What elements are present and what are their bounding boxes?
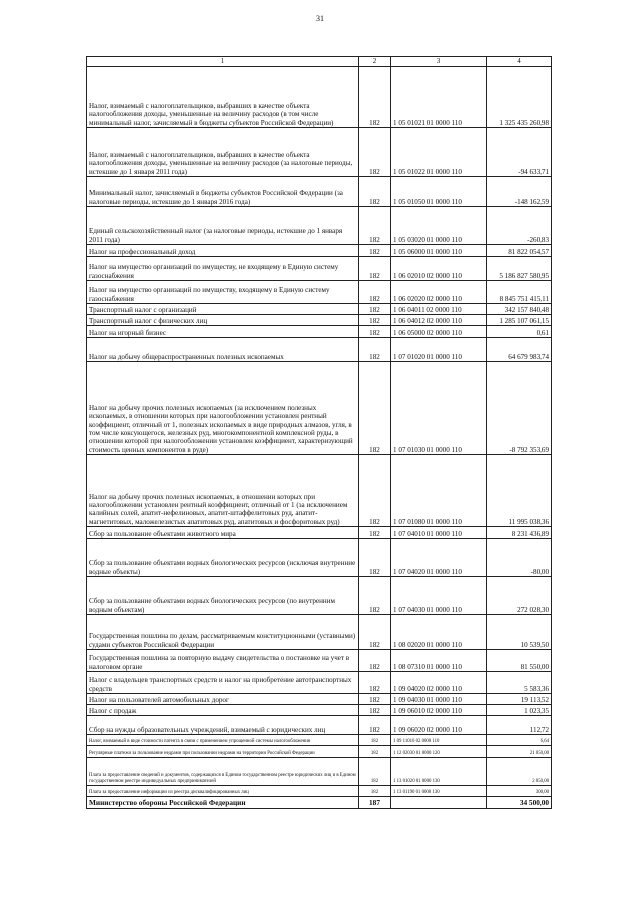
row-name: Транспортный налог с организаций: [87, 304, 359, 315]
row-amount: 300,00: [487, 786, 552, 797]
table-row: [87, 577, 552, 615]
row-amount: 1 023,35: [487, 705, 552, 716]
header-cell: 4: [487, 57, 552, 67]
row-name: Сбор на нужды образовательных учреждений, взимаемый с юридических лиц: [87, 716, 359, 735]
row-name: Налог на добычу прочих полезных ископаемых (за исключением полезных ископаемых, в отношении которых при налогообложении установлен рентный коэффициент, отличный от 1, полезных ископаемых в виде природных алмазов, угля, в том числе коксующегося, железных руд, многокомпонентной комплексной руды, в отношении которой при налогообложении установлен коэффициент, характеризующий стоимость ценных компонентов в руде): [87, 362, 359, 455]
row-amount: 112,72: [487, 716, 552, 735]
row-budget-code: 1 09 11010 02 0000 110: [391, 735, 487, 746]
row-admin-code: 182: [359, 615, 391, 650]
table-row: [87, 362, 552, 455]
row-budget-code: 1 07 01030 01 0000 110: [391, 362, 487, 455]
row-budget-code: 1 08 02020 01 0000 110: [391, 615, 487, 650]
row-budget-code: 1 06 02020 02 0000 110: [391, 281, 487, 304]
row-amount: -80,00: [487, 539, 552, 577]
revenue-table: [86, 56, 552, 809]
row-name: Сбор за пользование объектами водных биологических ресурсов (по внутренним водным объектам): [87, 577, 359, 615]
total-name: Министерство обороны Российской Федерации: [87, 797, 359, 809]
table-row: [87, 281, 552, 304]
row-amount: 81 822 054,57: [487, 245, 552, 257]
row-amount: -94 633,71: [487, 128, 552, 177]
row-name: Налог, взимаемый с налогоплательщиков, выбравших в качестве объекта налогообложения доходы, уменьшенные на величину расходов (за налоговые периоды, истекшие до 1 января 2011 года): [87, 128, 359, 177]
total-row: [87, 797, 552, 809]
row-admin-code: 182: [359, 455, 391, 527]
row-admin-code: 182: [359, 338, 391, 362]
row-budget-code: 1 06 02010 02 0000 110: [391, 257, 487, 281]
row-budget-code: 1 12 02030 01 0000 120: [391, 746, 487, 758]
table-row: [87, 746, 552, 758]
table-row: [87, 315, 552, 326]
row-admin-code: 182: [359, 746, 391, 758]
row-admin-code: 182: [359, 304, 391, 315]
row-budget-code: 1 05 01050 01 0000 110: [391, 177, 487, 207]
row-name: Налог с продаж: [87, 705, 359, 716]
table-row: [87, 615, 552, 650]
row-admin-code: 182: [359, 315, 391, 326]
row-budget-code: 1 07 04020 01 0000 110: [391, 539, 487, 577]
row-admin-code: 182: [359, 527, 391, 539]
header-cell: 2: [359, 57, 391, 67]
row-name: Налог с владельцев транспортных средств и налог на приобретение автотранспортных средств: [87, 672, 359, 694]
table-row: [87, 304, 552, 315]
row-name: Плата за предоставление информации из реестра дисквалифицированных лиц: [87, 786, 359, 797]
total-budget-code: [391, 797, 487, 809]
row-budget-code: 1 09 04030 01 0000 110: [391, 694, 487, 705]
row-amount: -8 792 353,69: [487, 362, 552, 455]
row-name: Налог на добычу прочих полезных ископаемых, в отношении которых при налогообложении установлен рентный коэффициент, отличный от 1 (за исключением калийных солей, апатит-нефелиновых, апатит-штаффелитовых руд, апатит-магнетитовых, маложелезистых апатитовых руд, апатитовых и фосфоритовых руд): [87, 455, 359, 527]
row-admin-code: 182: [359, 694, 391, 705]
table-row: [87, 716, 552, 735]
table-row: [87, 326, 552, 338]
row-amount: -260,83: [487, 207, 552, 245]
row-budget-code: 1 08 07310 01 0000 110: [391, 650, 487, 672]
row-name: Государственная пошлина по делам, рассматриваемым конституционными (уставными) судами субъектов Российской Федерации: [87, 615, 359, 650]
table-row: [87, 672, 552, 694]
total-admin-code: 187: [359, 797, 391, 809]
row-budget-code: 1 09 06020 02 0000 110: [391, 716, 487, 735]
row-admin-code: 182: [359, 245, 391, 257]
row-name: Сбор за пользование объектами водных биологических ресурсов (исключая внутренние водные объекты): [87, 539, 359, 577]
row-name: Транспортный налог с физических лиц: [87, 315, 359, 326]
row-name: Плата за предоставление сведений и документов, содержащихся в Едином государственном реестре юридических лиц и в Едином государственном реестре индивидуальных предпринимателей: [87, 758, 359, 786]
table-row: [87, 245, 552, 257]
row-amount: 2 050,00: [487, 758, 552, 786]
row-budget-code: 1 07 01020 01 0000 110: [391, 338, 487, 362]
row-name: Налог, взимаемый в виде стоимости патента в связи с применением упрощенной системы налогообложения: [87, 735, 359, 746]
row-name: Налог на игорный бизнес: [87, 326, 359, 338]
row-amount: 21 050,00: [487, 746, 552, 758]
row-name: Единый сельскохозяйственный налог (за налоговые периоды, истекшие до 1 января 2011 года): [87, 207, 359, 245]
row-admin-code: 182: [359, 705, 391, 716]
table-row: [87, 735, 552, 746]
row-amount: 8 231 436,89: [487, 527, 552, 539]
row-name: Регулярные платежи за пользование недрами при пользовании недрами на территории Российской Федерации: [87, 746, 359, 758]
table-row: [87, 128, 552, 177]
row-name: Налог на добычу общераспространенных полезных ископаемых: [87, 338, 359, 362]
page-number: 31: [316, 14, 324, 23]
row-name: Минимальный налог, зачисляемый в бюджеты субъектов Российской Федерации (за налоговые периоды, истекшие до 1 января 2016 года): [87, 177, 359, 207]
row-amount: 1 285 107 061,15: [487, 315, 552, 326]
row-amount: 81 550,00: [487, 650, 552, 672]
table-row: [87, 758, 552, 786]
table-row: [87, 694, 552, 705]
row-amount: 1 325 435 260,98: [487, 67, 552, 128]
row-budget-code: 1 09 04020 02 0000 110: [391, 672, 487, 694]
row-budget-code: 1 05 01022 01 0000 110: [391, 128, 487, 177]
row-budget-code: 1 07 04030 01 0000 110: [391, 577, 487, 615]
row-admin-code: 182: [359, 758, 391, 786]
row-name: Налог на имущество организаций по имуществу, входящему в Единую систему газоснабжения: [87, 281, 359, 304]
row-admin-code: 182: [359, 735, 391, 746]
row-budget-code: 1 05 01021 01 0000 110: [391, 67, 487, 128]
table-row: [87, 207, 552, 245]
row-amount: 8 845 751 415,11: [487, 281, 552, 304]
header-cell: 3: [391, 57, 487, 67]
row-admin-code: 182: [359, 257, 391, 281]
row-admin-code: 182: [359, 67, 391, 128]
table-row: [87, 177, 552, 207]
row-name: Сбор за пользование объектами животного мира: [87, 527, 359, 539]
row-budget-code: 1 06 04011 02 0000 110: [391, 304, 487, 315]
row-budget-code: 1 07 01080 01 0000 110: [391, 455, 487, 527]
row-amount: 272 028,30: [487, 577, 552, 615]
table-header-row: [87, 57, 552, 67]
row-budget-code: 1 06 05000 02 0000 110: [391, 326, 487, 338]
table-row: [87, 539, 552, 577]
row-name: Налог, взимаемый с налогоплательщиков, выбравших в качестве объекта налогообложения доходы, уменьшенные на величину расходов (в том числе минимальный налог, зачисляемый в бюджеты субъектов Российской Федерации): [87, 67, 359, 128]
table-row: [87, 650, 552, 672]
row-amount: 6,64: [487, 735, 552, 746]
row-amount: 64 679 983,74: [487, 338, 552, 362]
row-amount: 19 113,52: [487, 694, 552, 705]
table-row: [87, 786, 552, 797]
row-budget-code: 1 05 06000 01 0000 110: [391, 245, 487, 257]
row-admin-code: 182: [359, 128, 391, 177]
row-amount: -148 162,59: [487, 177, 552, 207]
table-row: [87, 67, 552, 128]
row-amount: 5 186 827 580,95: [487, 257, 552, 281]
row-admin-code: 182: [359, 716, 391, 735]
row-budget-code: 1 07 04010 01 0000 110: [391, 527, 487, 539]
row-budget-code: 1 09 06010 02 0000 110: [391, 705, 487, 716]
row-budget-code: 1 13 01020 01 0000 130: [391, 758, 487, 786]
row-name: Налог на профессиональный доход: [87, 245, 359, 257]
row-name: Налог на имущество организаций по имуществу, не входящему в Единую систему газоснабжения: [87, 257, 359, 281]
row-budget-code: 1 13 01190 01 0000 130: [391, 786, 487, 797]
table-row: [87, 705, 552, 716]
row-admin-code: 182: [359, 207, 391, 245]
header-cell: 1: [87, 57, 359, 67]
table-row: [87, 455, 552, 527]
total-amount: 34 500,00: [487, 797, 552, 809]
row-admin-code: 182: [359, 672, 391, 694]
table-row: [87, 527, 552, 539]
row-amount: 0,61: [487, 326, 552, 338]
row-admin-code: 182: [359, 650, 391, 672]
row-amount: 11 995 038,36: [487, 455, 552, 527]
row-amount: 5 583,36: [487, 672, 552, 694]
row-amount: 10 539,50: [487, 615, 552, 650]
row-admin-code: 182: [359, 326, 391, 338]
row-admin-code: 182: [359, 786, 391, 797]
row-admin-code: 182: [359, 177, 391, 207]
row-budget-code: 1 06 04012 02 0000 110: [391, 315, 487, 326]
table-row: [87, 257, 552, 281]
row-amount: 342 157 840,48: [487, 304, 552, 315]
row-name: Государственная пошлина за повторную выдачу свидетельства о постановке на учет в налоговом органе: [87, 650, 359, 672]
row-name: Налог на пользователей автомобильных дорог: [87, 694, 359, 705]
row-budget-code: 1 05 03020 01 0000 110: [391, 207, 487, 245]
row-admin-code: 182: [359, 577, 391, 615]
row-admin-code: 182: [359, 362, 391, 455]
row-admin-code: 182: [359, 281, 391, 304]
table-row: [87, 338, 552, 362]
row-admin-code: 182: [359, 539, 391, 577]
